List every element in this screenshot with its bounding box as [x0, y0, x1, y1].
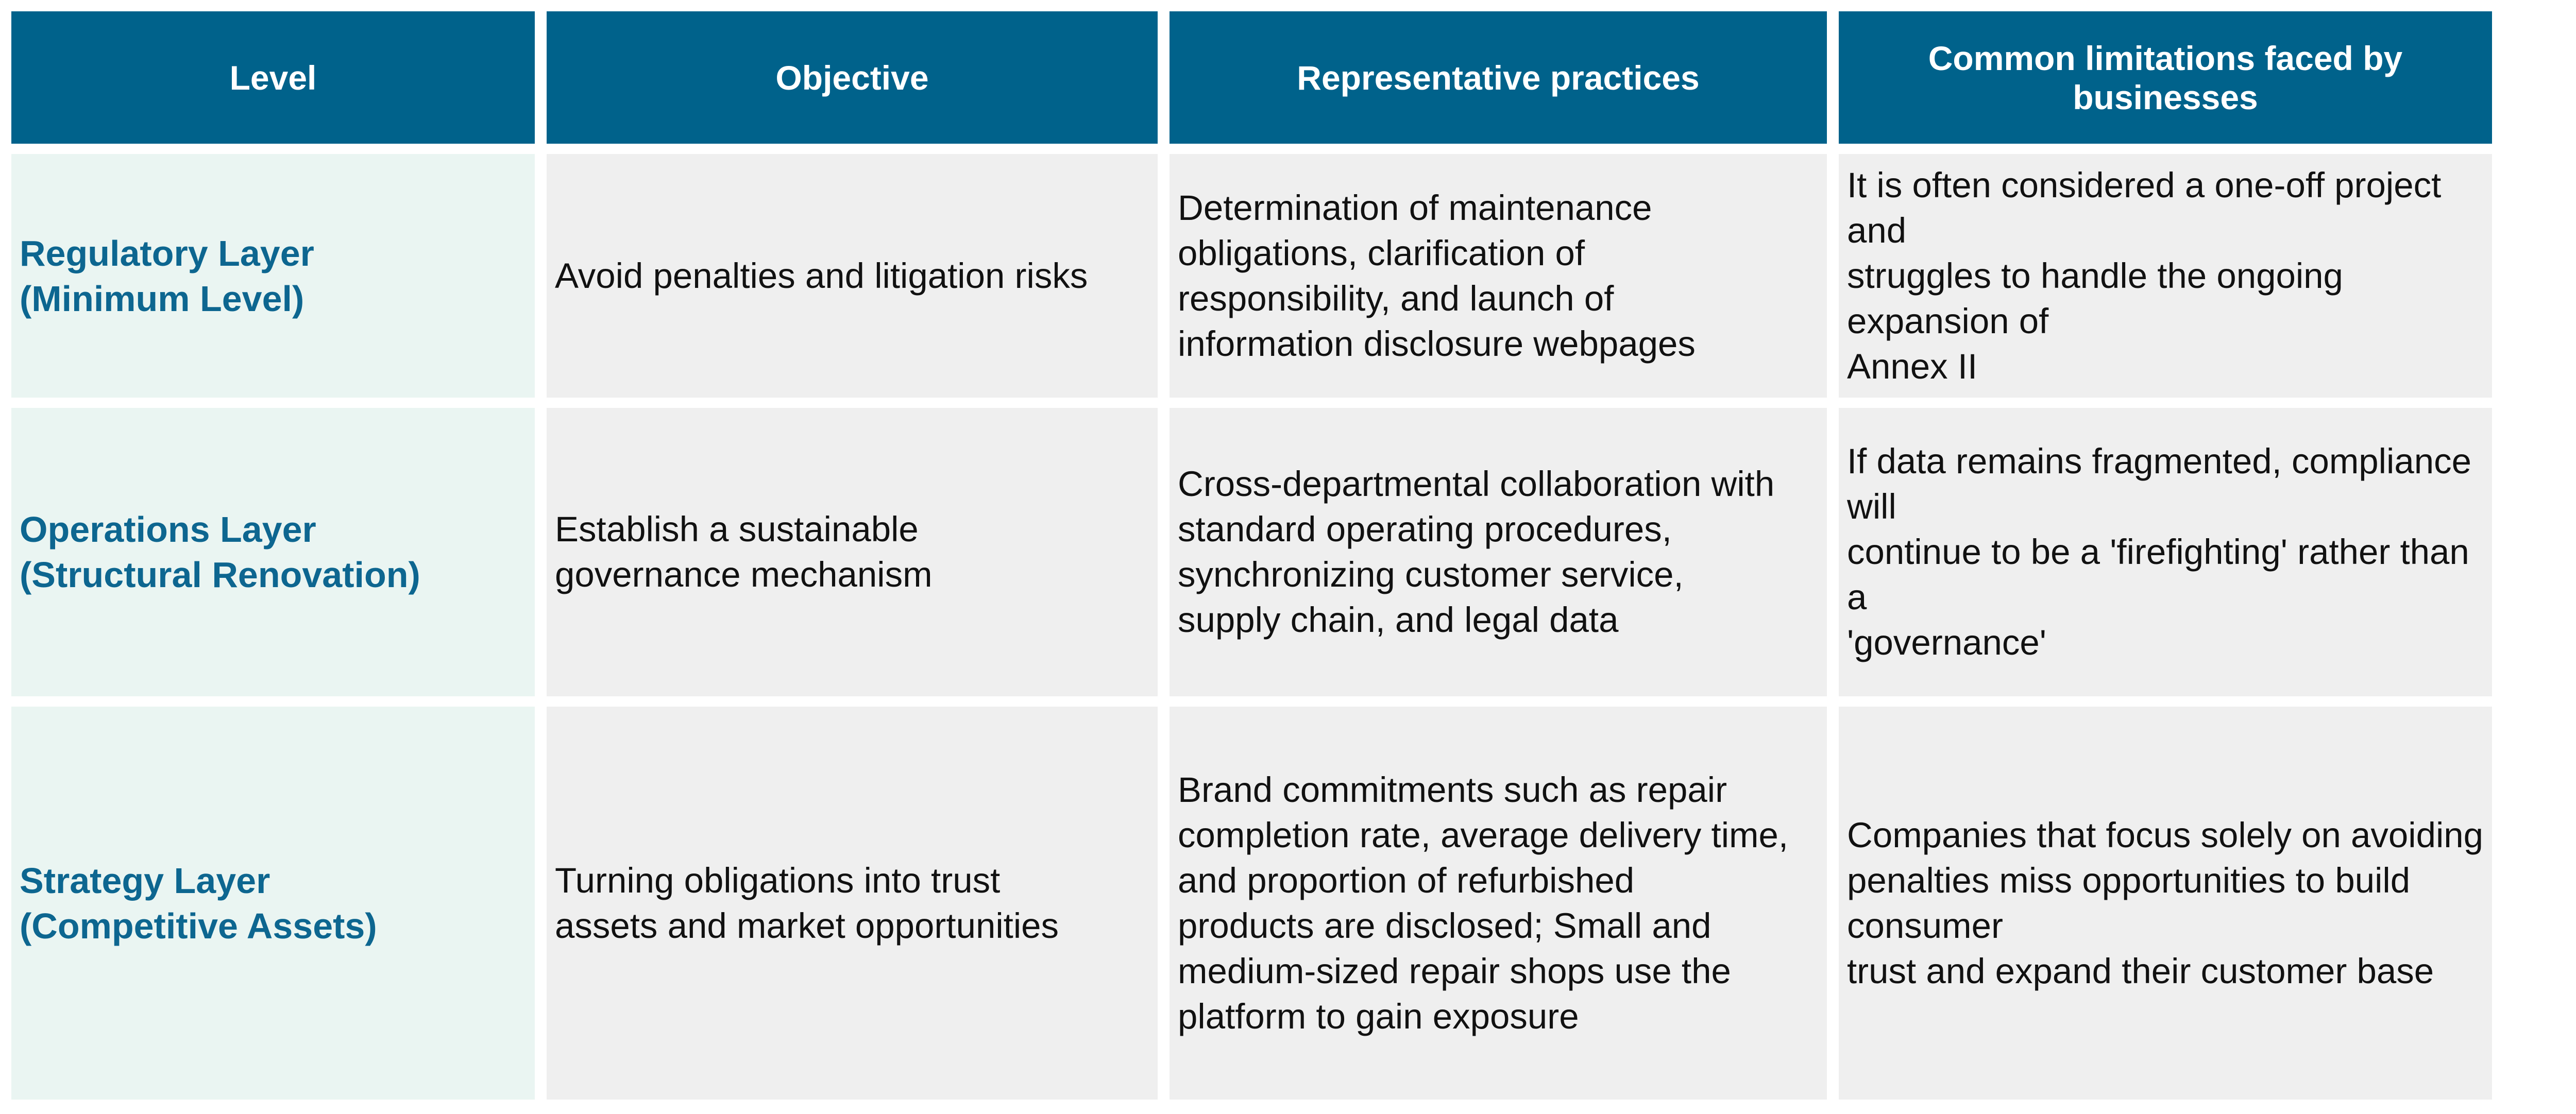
- objective-text: Turning obligations into trust assets and market opportunities: [555, 860, 1059, 946]
- limitations-cell: [1839, 154, 2492, 398]
- practices-cell: [1170, 154, 1827, 398]
- header-label: Common limitations faced by businesses: [1928, 39, 2403, 116]
- level-cell: [11, 408, 535, 696]
- practices-text: Determination of maintenance obligations, clarification of responsibility, and launch of information disclosure webpages: [1178, 187, 1696, 364]
- objective-cell: [547, 707, 1158, 1100]
- objective-text: Avoid penalties and litigation risks: [555, 255, 1088, 296]
- level-cell: [11, 154, 535, 398]
- limitations-cell: [1839, 707, 2492, 1100]
- practices-text: Brand commitments such as repair completion rate, average delivery time, and proportion of refurbished products are disclosed; Small and medium-sized repair shops use the platform to gain exposure: [1178, 769, 1789, 1036]
- header-label: Objective: [775, 58, 929, 97]
- limitations-cell: [1839, 408, 2492, 696]
- layer-comparison-table: [11, 11, 2492, 1100]
- header-practices: [1170, 11, 1827, 144]
- header-limitations: [1839, 11, 2492, 144]
- header-level: [11, 11, 535, 144]
- header-label: Representative practices: [1297, 58, 1700, 97]
- practices-text: Cross-departmental collaboration with standard operating procedures, synchronizing customer service, supply chain, and legal data: [1178, 464, 1775, 640]
- header-label: Level: [229, 58, 317, 97]
- header-objective: [547, 11, 1158, 144]
- limitations-text: Companies that focus solely on avoiding penalties miss opportunities to build consumer trust and expand their customer base: [1847, 815, 2484, 991]
- level-text: Strategy Layer (Competitive Assets): [20, 860, 377, 946]
- level-text: Regulatory Layer (Minimum Level): [20, 233, 314, 319]
- level-text: Operations Layer (Structural Renovation): [20, 509, 420, 595]
- practices-cell: [1170, 408, 1827, 696]
- objective-cell: [547, 408, 1158, 696]
- limitations-text: If data remains fragmented, compliance will continue to be a 'firefighting' rather than a 'governance': [1847, 441, 2471, 662]
- level-cell: [11, 707, 535, 1100]
- limitations-text: It is often considered a one-off project and struggles to handle the ongoing expansion of Annex II: [1847, 165, 2442, 386]
- objective-cell: [547, 154, 1158, 398]
- objective-text: Establish a sustainable governance mechanism: [555, 509, 933, 594]
- practices-cell: [1170, 707, 1827, 1100]
